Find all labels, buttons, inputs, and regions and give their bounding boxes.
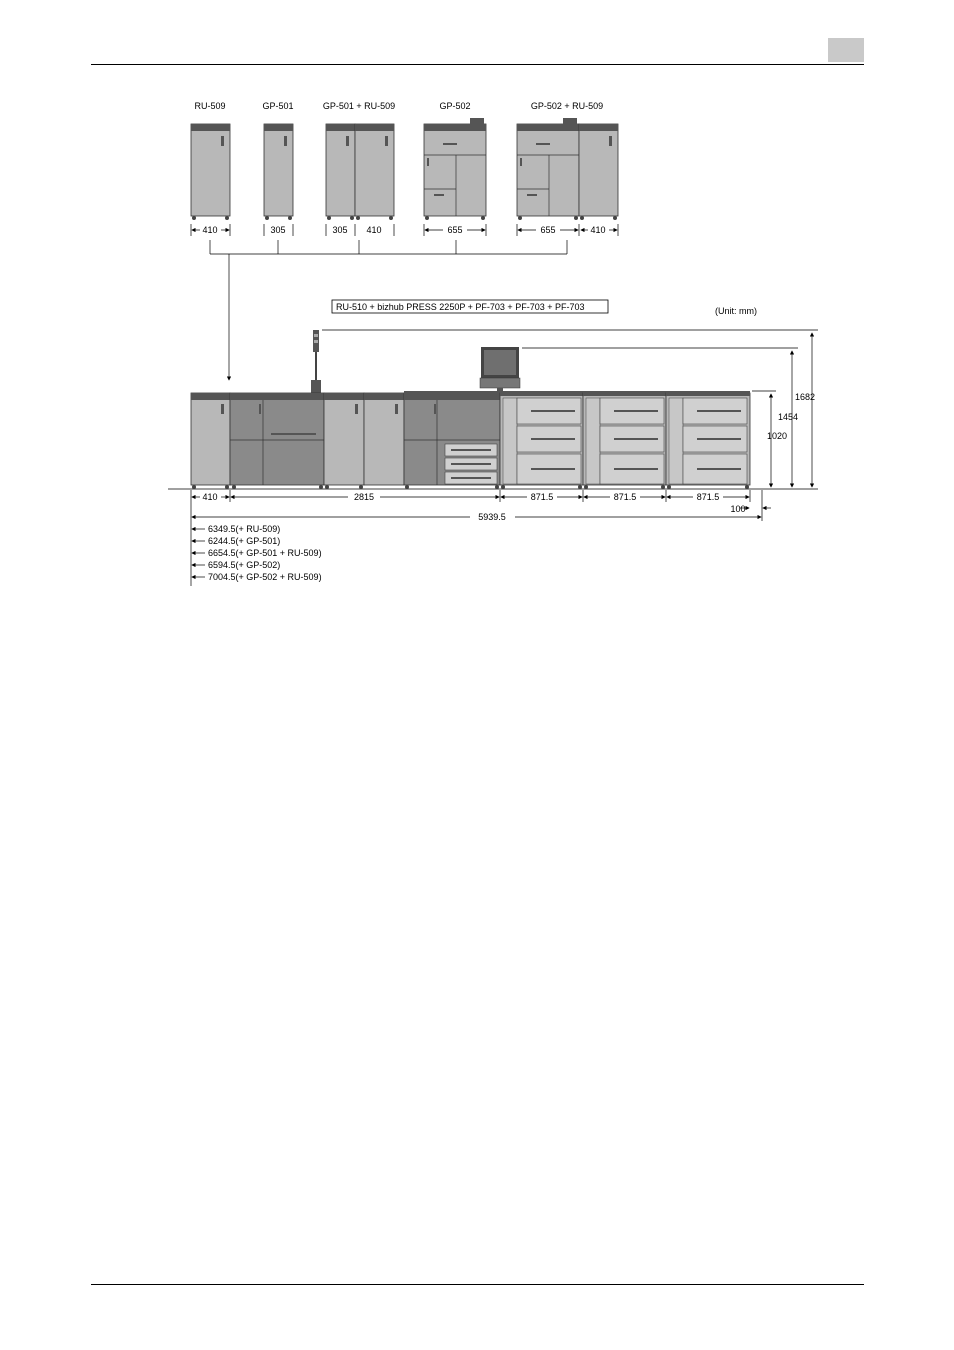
unit-label: (Unit: mm) — [715, 306, 757, 316]
dim-gp501-combo-width-b: 410 — [366, 225, 382, 235]
dim-pf703-width-3: 871.5 — [696, 492, 720, 502]
dim-ru510-width: 410 — [202, 492, 218, 502]
control-panel — [480, 347, 520, 392]
paper-feeder-3 — [666, 391, 750, 485]
gp501-ru509-unit — [326, 124, 394, 220]
option-label-gp501: GP-501 — [262, 101, 294, 111]
dim-gp502-width: 655 — [447, 225, 463, 235]
option-label-gp502-ru509: GP-502 + RU-509 — [530, 101, 604, 111]
gp501-unit — [264, 124, 293, 220]
dim-offset: 100 — [730, 504, 746, 514]
dim-height-1454: 1454 — [778, 412, 799, 422]
dim-engine-width: 2815 — [353, 492, 375, 502]
signal-tower — [311, 330, 321, 394]
total-option-2: 6244.5(+ GP-501) — [208, 536, 281, 546]
gp502-unit — [424, 118, 486, 220]
dim-pf703-width-1: 871.5 — [530, 492, 554, 502]
ru509-unit — [191, 124, 230, 220]
config-label: RU-510 + bizhub PRESS 2250P + PF-703 + PF-703 + PF-703 — [336, 302, 585, 312]
paper-feeder-2 — [583, 391, 666, 485]
total-option-1: 6349.5(+ RU-509) — [208, 524, 281, 534]
main-engine — [230, 391, 500, 485]
total-option-3: 6654.5(+ GP-501 + RU-509) — [208, 548, 322, 558]
dim-height-1020: 1020 — [767, 431, 788, 441]
dim-gp502-combo-width-b: 410 — [590, 225, 606, 235]
feet — [192, 485, 749, 489]
dim-height-1682: 1682 — [795, 392, 816, 402]
paper-feeder-1 — [500, 391, 583, 485]
gp502-ru509-unit — [517, 118, 618, 220]
dim-ru509-width: 410 — [202, 225, 218, 235]
option-label-gp502: GP-502 — [439, 101, 471, 111]
dim-total-width: 5939.5 — [478, 512, 506, 522]
option-label-gp501-ru509: GP-501 + RU-509 — [322, 101, 396, 111]
dim-pf703-width-2: 871.5 — [613, 492, 637, 502]
ru510-unit — [191, 393, 230, 485]
option-label-ru509: RU-509 — [194, 101, 226, 111]
dim-gp501-combo-width-a: 305 — [332, 225, 348, 235]
total-options-arrows — [192, 529, 205, 577]
total-option-4: 6594.5(+ GP-502) — [208, 560, 281, 570]
total-option-5: 7004.5(+ GP-502 + RU-509) — [208, 572, 322, 582]
dim-gp502-combo-width-a: 655 — [540, 225, 556, 235]
dim-gp501-width: 305 — [270, 225, 286, 235]
